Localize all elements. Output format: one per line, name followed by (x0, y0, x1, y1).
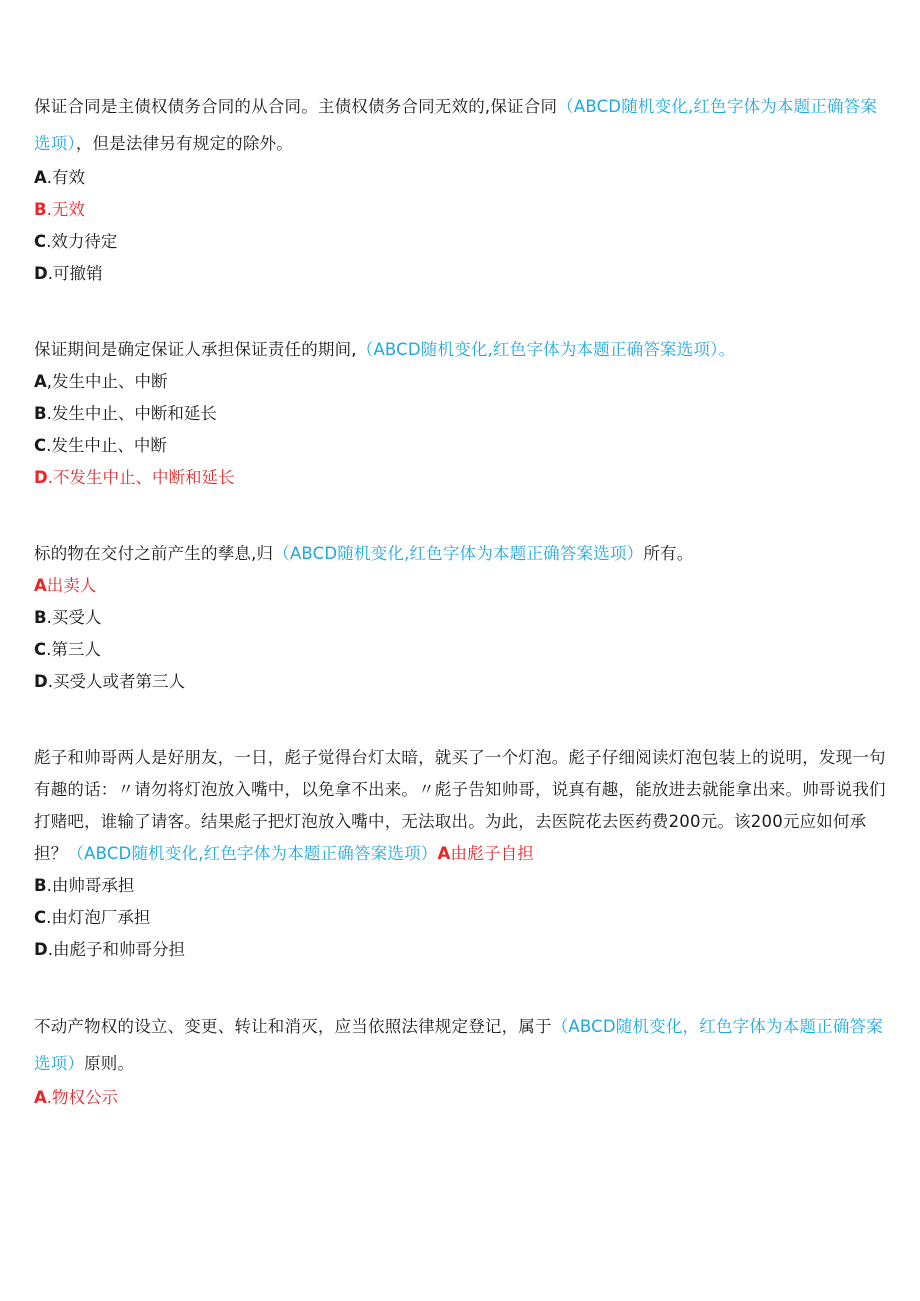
question-stem (34, 88, 886, 162)
option-c: C.发生中止、中断 (34, 436, 167, 455)
stem-text: 不动产物权的设立、变更、转让和消灭，应当依照法律规定登记，属于 (34, 1017, 552, 1036)
question-5 (34, 1008, 886, 1114)
question-stem (34, 1008, 886, 1082)
answer-hint: （ABCD随机变化,红色字体为本题正确答案选项） (273, 544, 644, 563)
answer-hint: （ABCD随机变化,红色字体为本题正确答案选项） (34, 97, 878, 153)
answer-hint: （ABCD随机变化,红色字体为本题正确答案选项） (67, 844, 438, 863)
option-a-correct: A.物权公示 (34, 1088, 119, 1107)
stem-text: 标的物在交付之前产生的孳息,归 (34, 544, 274, 563)
answer-hint: （ABCD随机变化，红色字体为本题正确答案选项） (34, 1017, 883, 1073)
stem-text: 彪子和帅哥两人是好朋友，一日，彪子觉得台灯太暗，就买了一个灯泡。彪子仔细阅读灯泡包装上的说明，发现一句有趣的话：〃请勿将灯泡放入嘴中，以免拿不出来。〃彪子告知帅哥，说真有趣，能放进去就能拿出来。帅哥说我们打赌吧，谁输了请客。结果彪子把灯泡放入嘴中，无法取出。为此，去医院花去医药费200元。该200元应如何承担？ (34, 748, 886, 863)
question-2 (34, 334, 886, 494)
option-a: A,发生中止、中断 (34, 372, 168, 391)
option-d: D.买受人或者第三人 (34, 672, 185, 691)
option-a-correct: A出卖人 (34, 576, 97, 595)
stem-text-after: 所有。 (643, 544, 694, 563)
stem-text: 保证期间是确定保证人承担保证责任的期间, (34, 340, 357, 359)
inline-correct-answer: A由彪子自担 (437, 844, 534, 863)
option-b-correct: B.无效 (34, 200, 85, 219)
question-1 (34, 88, 886, 290)
answer-hint: （ABCD随机变化,红色字体为本题正确答案选项）。 (356, 340, 736, 359)
option-c: C.第三人 (34, 640, 101, 659)
question-3 (34, 538, 886, 698)
option-a: A.有效 (34, 168, 86, 187)
option-b: B.买受人 (34, 608, 102, 627)
question-stem (34, 742, 886, 870)
stem-text-after: 原则。 (84, 1054, 135, 1073)
question-stem (34, 538, 886, 570)
stem-text-after: ，但是法律另有规定的除外。 (75, 134, 293, 153)
option-d: D.可撤销 (34, 264, 103, 283)
option-c: C.效力待定 (34, 232, 118, 251)
option-b: B.由帅哥承担 (34, 876, 135, 895)
stem-text: 保证合同是主债权债务合同的从合同。主债权债务合同无效的,保证合同 (34, 97, 558, 116)
question-stem (34, 334, 886, 366)
option-b: B.发生中止、中断和延长 (34, 404, 217, 423)
option-d-correct: D.不发生中止、中断和延长 (34, 468, 235, 487)
question-4 (34, 742, 886, 966)
option-d: D.由彪子和帅哥分担 (34, 940, 185, 959)
option-c: C.由灯泡厂承担 (34, 908, 151, 927)
